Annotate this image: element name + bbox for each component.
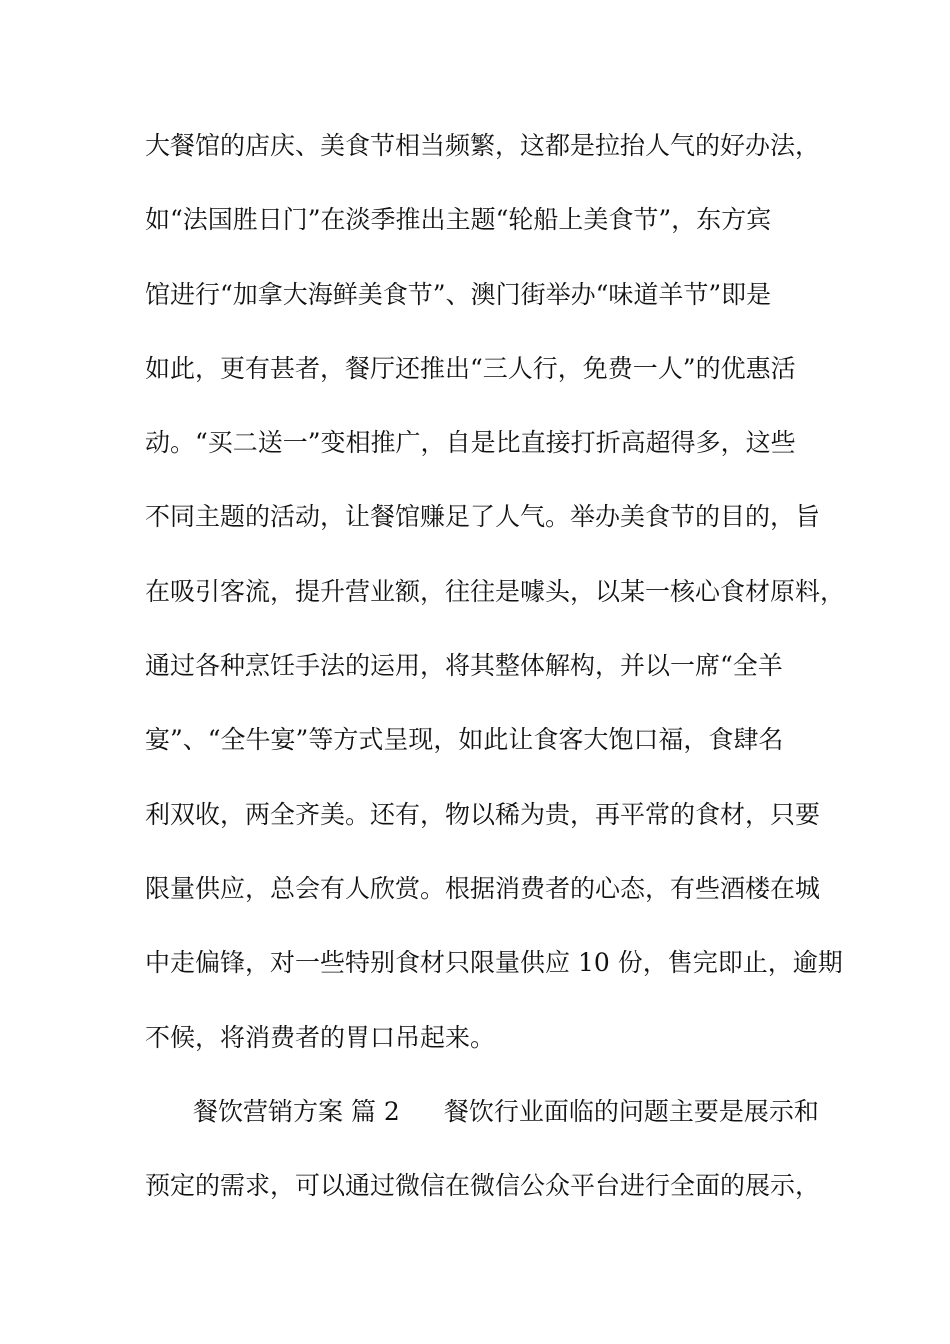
section-start-line <box>145 1094 835 1168</box>
section-heading: 餐饮营销方案 篇 2 <box>193 1096 400 1126</box>
text-line: 限量供应，总会有人欣赏。根据消费者的心态，有些酒楼在城 <box>145 873 821 903</box>
section-first-line: 餐饮行业面临的问题主要是展示和 <box>443 1096 819 1126</box>
text-line: 如此，更有甚者，餐厅还推出“三人行，免费一人”的优惠活 <box>145 353 796 383</box>
text-line: 预定的需求，可以通过微信在微信公众平台进行全面的展示， <box>145 1171 821 1201</box>
text-line: 大餐馆的店庆、美食节相当频繁，这都是拉抬人气的好办法， <box>145 131 821 160</box>
text-line: 馆进行“加拿大海鲜美食节”、澳门街举办“味道羊节”即是 <box>145 279 772 309</box>
text-line: 在吸引客流，提升营业额，往往是噱头，以某一核心食材原料， <box>145 576 846 606</box>
text-line: 动。“买二送一”变相推广，自是比直接打折高超得多，这些 <box>145 428 796 458</box>
text-line: 利双收，两全齐美。还有，物以稀为贵，再平常的食材，只要 <box>145 799 821 829</box>
text-line: 如“法国胜日门”在淡季推出主题“轮船上美食节”，东方宾 <box>145 205 772 235</box>
text-line: 中走偏锋，对一些特别食材只限量供应 10 份，售完即止，逾期 <box>145 948 843 978</box>
text-line: 宴”、“全牛宴”等方式呈现，如此让食客大饱口福，食肆名 <box>145 725 784 755</box>
text-line: 通过各种烹饪手法的运用，将其整体解构，并以一席“全羊 <box>145 651 783 681</box>
text-line: 不候，将消费者的胃口吊起来。 <box>145 1022 496 1052</box>
text-line: 不同主题的活动，让餐馆赚足了人气。举办美食节的目的，旨 <box>145 502 821 532</box>
body-text <box>145 128 846 1242</box>
